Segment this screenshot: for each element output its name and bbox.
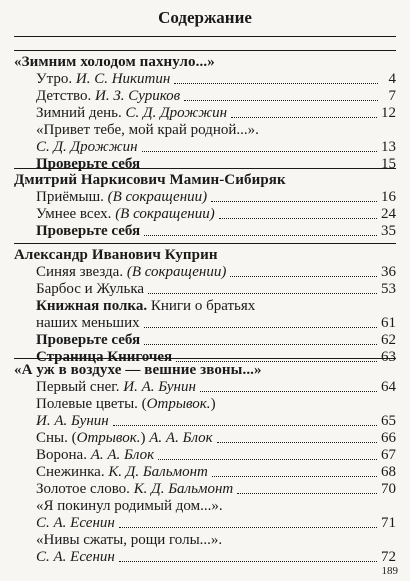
toc-entry[interactable] [36, 481, 396, 498]
entry-title: «Нивы сжаты, рощи голы...». [36, 532, 223, 548]
entry-title: Приёмыш. [36, 189, 108, 205]
entry-title: Проверьте себя [36, 332, 141, 348]
dot-leader [184, 100, 378, 101]
dot-leader [212, 476, 377, 477]
entry-title: Детство. [36, 88, 96, 104]
entry-title: Сны. ( [36, 430, 77, 446]
page-number: 189 [381, 565, 398, 577]
dot-leader [174, 83, 378, 84]
toc-entry[interactable] [36, 379, 396, 396]
entry-author: И. З. Суриков [95, 88, 181, 104]
entry-page: 35 [381, 223, 396, 239]
entry-note: Отрывок. [146, 396, 211, 412]
entry-title: Зимний день. [36, 105, 126, 121]
toc-entry[interactable] [36, 122, 396, 139]
dot-leader [142, 151, 377, 152]
entry-author: К. Д. Бальмонт [133, 481, 234, 497]
entry-page: 16 [381, 189, 396, 205]
entry-author: И. А. Бунин [36, 413, 109, 429]
entry-author: С. Д. Дрожжин [36, 139, 138, 155]
dot-leader [217, 442, 377, 443]
entry-page: 71 [381, 515, 396, 531]
entry-page: 12 [381, 105, 396, 121]
entry-title: Снежинка. [36, 464, 109, 480]
entry-page: 15 [381, 156, 396, 172]
entry-page: 13 [381, 139, 396, 155]
entry-page: 65 [381, 413, 396, 429]
toc-section-winter [14, 50, 396, 173]
section-heading: «А уж в воздухе — вешние звоны...» [14, 362, 262, 378]
entry-title: Первый снег. [36, 379, 124, 395]
dot-leader [219, 218, 377, 219]
section-divider [14, 243, 396, 244]
page-title: Содержание [158, 8, 252, 27]
toc-entry[interactable] [36, 532, 396, 549]
dot-leader [231, 117, 377, 118]
entry-page: 61 [381, 315, 396, 331]
toc-entry[interactable] [36, 105, 396, 122]
dot-leader [158, 459, 377, 460]
dot-leader [148, 293, 377, 294]
entry-note: (В сокращении) [126, 264, 227, 280]
toc-entry[interactable] [36, 264, 396, 281]
toc-entry[interactable] [36, 88, 396, 105]
entry-author: А. А. Блок [90, 447, 155, 463]
toc-entry[interactable] [36, 447, 396, 464]
dot-leader [144, 327, 377, 328]
entry-author: С. А. Есенин [36, 549, 115, 565]
toc-entry[interactable] [36, 498, 396, 515]
entry-title: Проверьте себя [36, 156, 141, 172]
entry-page: 68 [381, 464, 396, 480]
dot-leader [230, 276, 377, 277]
entry-author: И. А. Бунин [123, 379, 196, 395]
entry-title: Барбос и Жулька [36, 281, 145, 297]
toc-entry[interactable] [36, 315, 396, 332]
dot-leader [200, 391, 377, 392]
toc-entry[interactable] [36, 430, 396, 447]
section-heading: Александр Иванович Куприн [14, 247, 218, 263]
entry-title: наших меньших [36, 315, 140, 331]
dot-leader [211, 201, 377, 202]
entry-title: «Привет тебе, мой край родной...». [36, 122, 259, 138]
toc-entry[interactable] [36, 298, 396, 315]
entry-page: 53 [381, 281, 396, 297]
entry-title-bold: Книжная полка. [36, 298, 148, 314]
entry-page: 66 [381, 430, 396, 446]
entry-author: К. Д. Бальмонт [108, 464, 208, 480]
entry-page: 62 [381, 332, 396, 348]
toc-entry[interactable] [36, 464, 396, 481]
toc-entry[interactable] [36, 332, 396, 349]
toc-entry[interactable] [36, 515, 396, 532]
section-divider [14, 168, 396, 169]
entry-note: Отрывок. [76, 430, 141, 446]
entry-title: Ворона. [36, 447, 91, 463]
toc-entry[interactable] [36, 223, 396, 240]
title-divider [14, 36, 396, 37]
entry-page: 7 [388, 88, 396, 104]
entry-title: Умнее всех. [36, 206, 116, 222]
entry-author: С. Д. Дрожжин [125, 105, 228, 121]
toc-entry[interactable] [36, 189, 396, 206]
dot-leader [119, 561, 377, 562]
dot-leader [144, 344, 377, 345]
toc-entry[interactable] [36, 206, 396, 223]
entry-title-end: ) [140, 430, 150, 446]
entry-page: 70 [381, 481, 396, 497]
dot-leader [113, 425, 377, 426]
entry-note: (В сокращении) [115, 206, 215, 222]
entry-note: (В сокращении) [107, 189, 208, 205]
entry-page: 36 [381, 264, 396, 280]
section-heading: «Зимним холодом пахнуло...» [14, 54, 215, 70]
entry-author: И. С. Никитин [75, 71, 171, 87]
dot-leader [119, 527, 377, 528]
entry-title: Полевые цветы. ( [36, 396, 147, 412]
section-divider [14, 358, 396, 359]
section-heading: Дмитрий Наркисович Мамин-Сибиряк [14, 172, 286, 188]
toc-entry[interactable] [36, 139, 396, 156]
toc-entry[interactable] [36, 396, 396, 413]
dot-leader [144, 235, 377, 236]
toc-entry[interactable] [36, 71, 396, 88]
entry-page: 72 [381, 549, 396, 565]
entry-author: С. А. Есенин [36, 515, 115, 531]
section-divider [14, 50, 396, 51]
entry-author: А. А. Блок [149, 430, 213, 446]
toc-section-mamin-sibiryak [14, 168, 396, 240]
entry-title: «Я покинул родимый дом...». [36, 498, 223, 514]
dot-leader [237, 493, 377, 494]
toc-section-spring [14, 358, 396, 566]
entry-page: 63 [381, 349, 396, 365]
entry-title-end: ) [210, 396, 216, 412]
toc-entry[interactable] [36, 549, 396, 566]
entry-title: Книги о братьях [147, 298, 256, 314]
toc-section-kuprin [14, 243, 396, 366]
toc-entry[interactable] [36, 413, 396, 430]
entry-title: Проверьте себя [36, 223, 141, 239]
entry-title: Страница Книгочея [36, 349, 173, 365]
entry-title: Синяя звезда. [36, 264, 127, 280]
entry-title: Утро. [36, 71, 76, 87]
entry-page: 4 [388, 71, 396, 87]
entry-title: Золотое слово. [36, 481, 134, 497]
entry-page: 64 [381, 379, 396, 395]
entry-page: 67 [381, 447, 396, 463]
entry-page: 24 [381, 206, 396, 222]
toc-entry[interactable] [36, 281, 396, 298]
